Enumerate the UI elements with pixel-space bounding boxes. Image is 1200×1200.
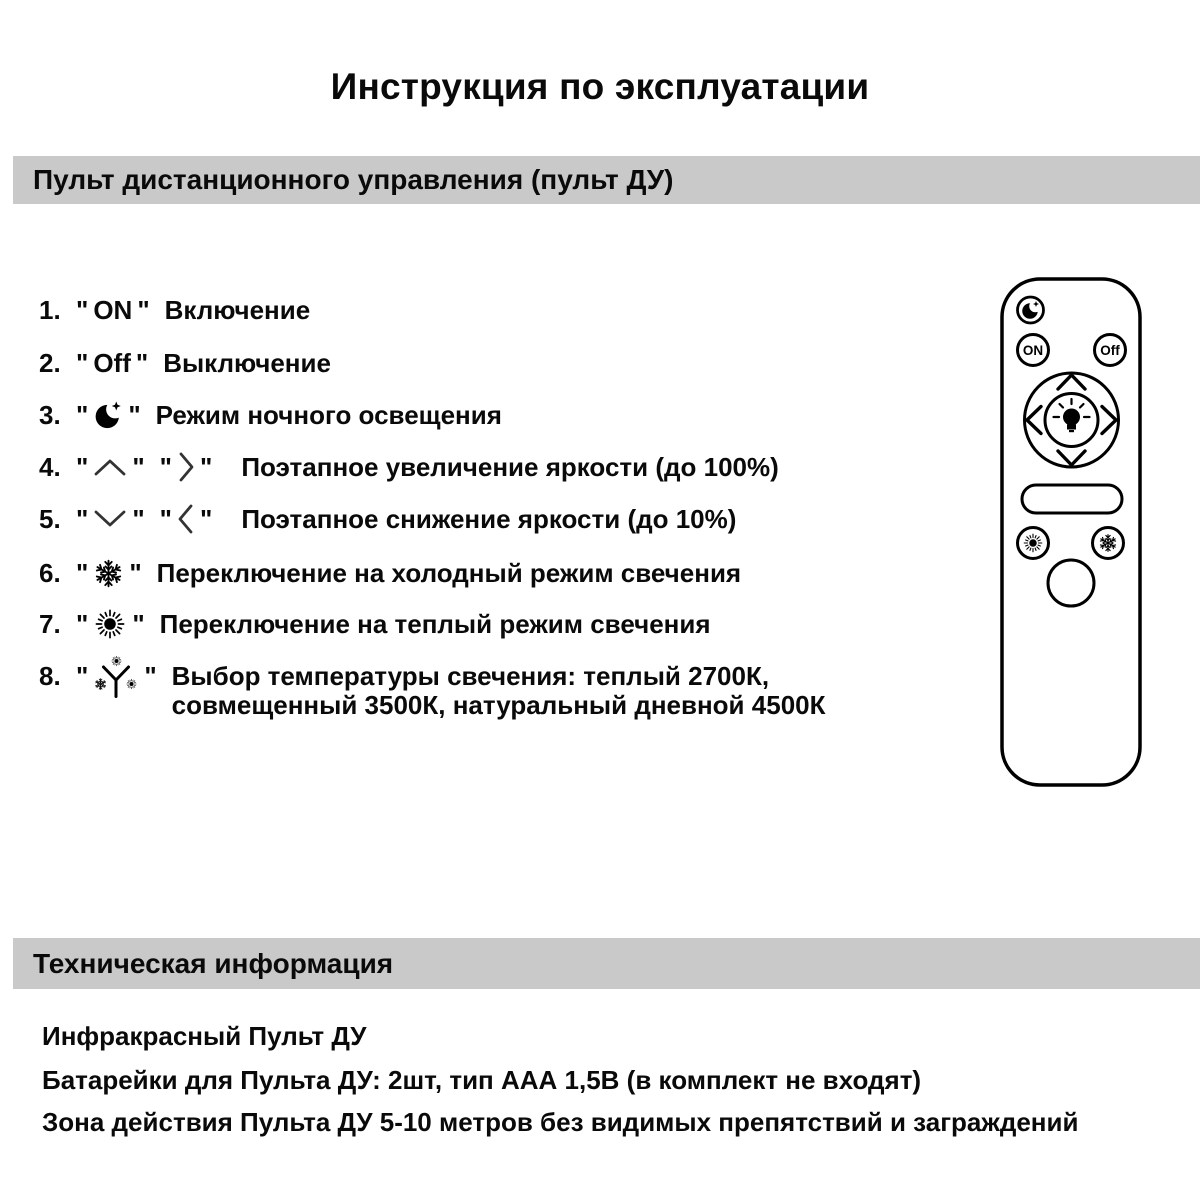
list-item-description: Поэтапное увеличение яркости (до 100%) — [241, 451, 779, 482]
list-item-description: Режим ночного освещения — [155, 399, 502, 430]
section-header-remote-label: Пульт дистанционного управления (пульт ДУ) — [33, 164, 674, 195]
quote-mark: " — [76, 347, 89, 378]
list-item-description: Выключение — [163, 347, 331, 378]
quote-mark: " — [76, 294, 89, 325]
list-item-4 — [39, 452, 779, 482]
list-item-description: Выбор температуры свечения: теплый 2700К, совмещенный 3500К, натуральный дневной 4500К — [171, 660, 826, 720]
remote-button-label: Off — [93, 347, 131, 378]
quote-mark: " — [132, 503, 145, 534]
list-item-description: Поэтапное снижение яркости (до 10%) — [241, 503, 737, 534]
quote-mark: " — [144, 660, 157, 691]
list-item-2 — [39, 348, 331, 378]
chevron-up-icon — [93, 457, 127, 477]
page-title: Инструкция по эксплуатации — [330, 66, 870, 107]
quote-mark: " — [76, 660, 89, 691]
quote-mark: " — [159, 451, 172, 482]
list-item-number: 4. — [39, 451, 61, 482]
quote-mark: " — [199, 503, 213, 534]
list-item-number: 7. — [39, 608, 61, 639]
section-header-tech — [13, 938, 1200, 989]
snowflake-icon — [93, 558, 124, 589]
list-item-1 — [39, 295, 310, 325]
quote-mark: " — [76, 503, 89, 534]
list-item-number: 5. — [39, 503, 61, 534]
remote-on-label: ON — [1022, 342, 1044, 358]
list-item-description: Переключение на холодный режим свечения — [156, 557, 742, 588]
quote-mark: " — [137, 294, 150, 325]
tech-info-line: Батарейки для Пульта ДУ: 2шт, тип ААА 1,5В (в комплект не входят) — [42, 1064, 922, 1095]
list-item-number: 2. — [39, 347, 61, 378]
quote-mark: " — [76, 557, 89, 588]
remote-button-label: ON — [93, 294, 133, 325]
tech-info-line: Зона действия Пульта ДУ 5-10 метров без видимых препятствий и заграждений — [42, 1106, 1079, 1137]
sun-icon — [1024, 534, 1042, 552]
list-item-number: 1. — [39, 294, 61, 325]
remote-control-diagram — [1000, 277, 1142, 787]
quote-mark: " — [199, 451, 213, 482]
section-header-tech-label: Техническая информация — [33, 947, 394, 979]
tech-info-line: Инфракрасный Пульт ДУ — [42, 1020, 367, 1051]
remote-off-label: Off — [1100, 342, 1120, 358]
list-item-description: Переключение на теплый режим свечения — [159, 608, 711, 639]
quote-mark: " — [135, 347, 149, 378]
list-item-6 — [39, 558, 741, 588]
quote-mark: " — [76, 451, 89, 482]
list-item-8 — [39, 660, 826, 720]
list-item-3 — [39, 400, 502, 430]
section-header-remote — [13, 156, 1200, 204]
chevron-down-icon — [93, 509, 127, 529]
quote-mark: " — [132, 451, 145, 482]
list-item-description-line2: совмещенный 3500К, натуральный дневной 4500К — [171, 689, 826, 720]
chevron-left-icon — [177, 503, 195, 535]
list-item-5 — [39, 504, 736, 534]
quote-mark: " — [132, 608, 145, 639]
quote-mark: " — [128, 399, 141, 430]
quote-mark: " — [159, 503, 172, 534]
quote-mark: " — [76, 608, 89, 639]
list-item-number: 8. — [39, 660, 61, 691]
list-item-description: Включение — [164, 294, 311, 325]
list-item-number: 6. — [39, 557, 61, 588]
quote-mark: " — [76, 399, 89, 430]
sun-icon — [93, 607, 127, 641]
temperature-select-icon — [93, 654, 139, 698]
list-item-7 — [39, 609, 711, 639]
quote-mark: " — [129, 557, 142, 588]
chevron-right-icon — [177, 451, 195, 483]
list-item-number: 3. — [39, 399, 61, 430]
moon-icon — [93, 400, 123, 430]
